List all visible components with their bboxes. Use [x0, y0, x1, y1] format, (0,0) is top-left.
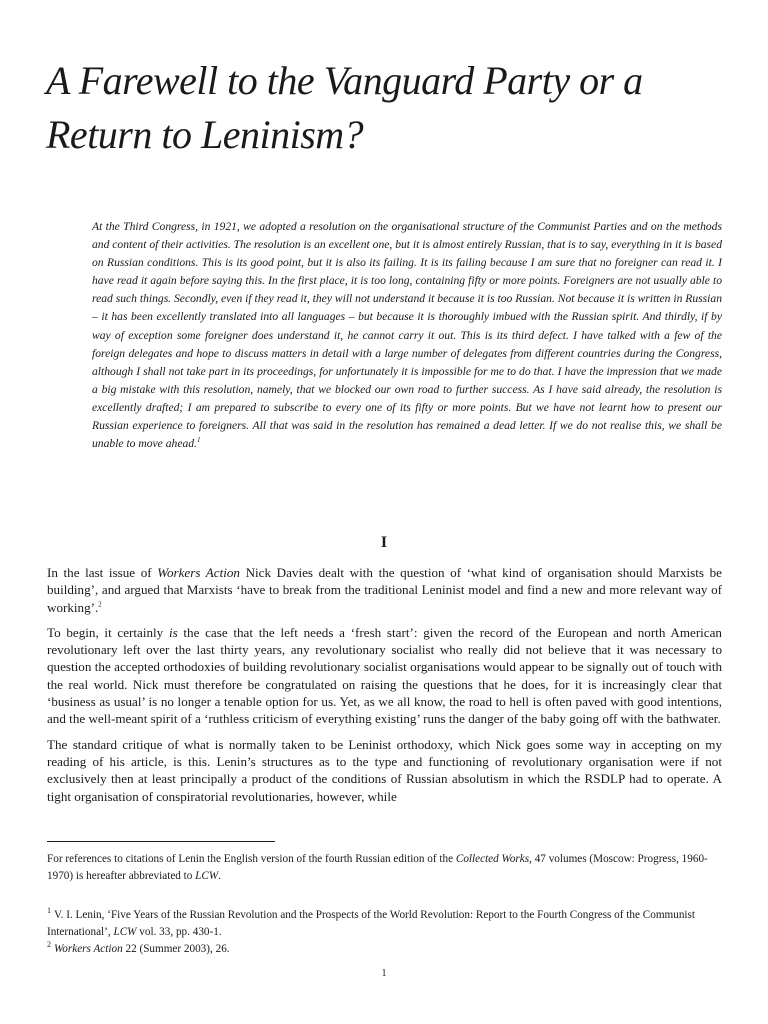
- footnote-1-mark: 1: [47, 906, 51, 916]
- epigraph-text: At the Third Congress, in 1921, we adopted a resolution on the organisational structure of the Communist Parties and on the methods and content of their activities. The resolution is an excellent one, but it is almost entirely Russian, that is to say, everything in it is based on Russian conditions. This is its good point, but it is also its failing. It is its failing because I am sure that no foreigner can read it. I have read it again before saying this. In the first place, it is too long, containing fifty or more points. Foreigners are not usually able to read such things. Secondly, even if they read it, they will not understand it because it is too Russian. Not because it is written in Russian – it has been excellently translated into all languages – but because it is thoroughly imbued with the Russian spirit. And thirdly, if by way of exception some foreigner does understand it, he cannot carry it out. This is its third defect. I have talked with a few of the foreign delegates and hope to discuss matters in detail with a large number of delegates from different countries during the Congress, although I shall not take part in its proceedings, for unfortunately it is impossible for me to do that. I have the impression that we made a big mistake with this resolution, namely, that we blocked our own road to further success. As I have said already, the resolution is excellently drafted; I am prepared to subscribe to every one of its fifty or more points. But we have not learnt how to present our Russian experience to foreigners. All that was said in the resolution has remained a dead letter. If we do not realise this, we shall be unable to move ahead.: [92, 220, 722, 451]
- footnote-intro-italic: Collected Works: [455, 853, 530, 865]
- paragraph-1-italic: Workers Action: [157, 565, 240, 580]
- paragraph-1: [47, 564, 722, 616]
- footnote-ref-1[interactable]: 1: [196, 436, 201, 445]
- title-line-2: Return to Leninism?: [46, 112, 364, 157]
- footnote-intro-text-b: , 47 volumes (Moscow: Progress, 1960-1970) is hereafter abbreviated to: [47, 853, 708, 882]
- page-number: 1: [381, 968, 387, 979]
- footnote-intro-text-a: For references to citations of Lenin the English version of the fourth Russian edition of the: [47, 853, 456, 865]
- footnote-2-italic: Workers Action: [54, 943, 123, 955]
- footnote-divider: [47, 841, 275, 842]
- footnote-1-text-b: vol. 33, pp. 430-1.: [136, 926, 222, 938]
- footnote-1: [47, 907, 722, 941]
- footnote-2-text: 22 (Summer 2003), 26.: [122, 943, 230, 955]
- footnote-1-italic: LCW: [113, 926, 137, 938]
- page-title: [46, 54, 736, 162]
- paragraph-2: [47, 624, 722, 728]
- footnotes: [47, 851, 722, 958]
- section-heading: I: [380, 534, 388, 551]
- footnote-ref-2[interactable]: 2: [98, 600, 102, 609]
- paragraph-2-text-a: To begin, it certainly: [47, 624, 169, 640]
- footnote-2: [47, 941, 722, 958]
- footnote-intro: [47, 851, 722, 885]
- body-text: [47, 564, 722, 813]
- paragraph-2-italic: is: [168, 624, 178, 640]
- paragraph-2-text-b: the case that the left needs a ‘fresh start’: given the record of the European and north American revolutionary left over the last thirty years, any revolutionary socialist who really did not believe that it was necessary to question the accepted orthodoxies of building revolutionary socialist organisations would appear to be signally out of touch with the real world. Nick must therefore be congratulated on raising the questions that he does, for it is increasingly clear that ‘business as usual’ is no longer a tenable option for us. Yet, as we all know, the road to hell is often paved with good intentions, and the well-meant spirit of a ‘ruthless criticism of everything existing’ runs the danger of the baby going off with the bathwater.: [47, 624, 722, 727]
- paragraph-1-text-b: Nick Davies dealt with the question of ‘what kind of organisation should Marxists be building’, and argued that Marxists ‘have to break from the traditional Leninist model and find a new and more relevant way of working’.: [47, 565, 722, 615]
- footnote-2-mark: 2: [47, 940, 51, 950]
- paragraph-3: The standard critique of what is normally taken to be Leninist orthodoxy, which Nick goes some way in accepting on my reading of his article, is this. Lenin’s structures as to the type and functioning of revolutionary organisation were if not exclusively then at least principally a product of the conditions of Russian absolutism in which the RSDLP had to operate. A tight organisation of conspiratorial revolutionaries, however, while: [47, 736, 722, 804]
- footnote-1-text-a: V. I. Lenin, ‘Five Years of the Russian Revolution and the Prospects of the World Revolution: Report to the Fourth Congress of the Communist International’,: [47, 909, 695, 938]
- footnote-intro-italic-2: LCW: [195, 870, 219, 882]
- footnote-intro-text-c: .: [218, 870, 221, 882]
- epigraph-quote: [92, 218, 722, 453]
- title-line-1: A Farewell to the Vanguard Party or a: [46, 58, 643, 103]
- paragraph-1-text-a: In the last issue of: [47, 565, 158, 580]
